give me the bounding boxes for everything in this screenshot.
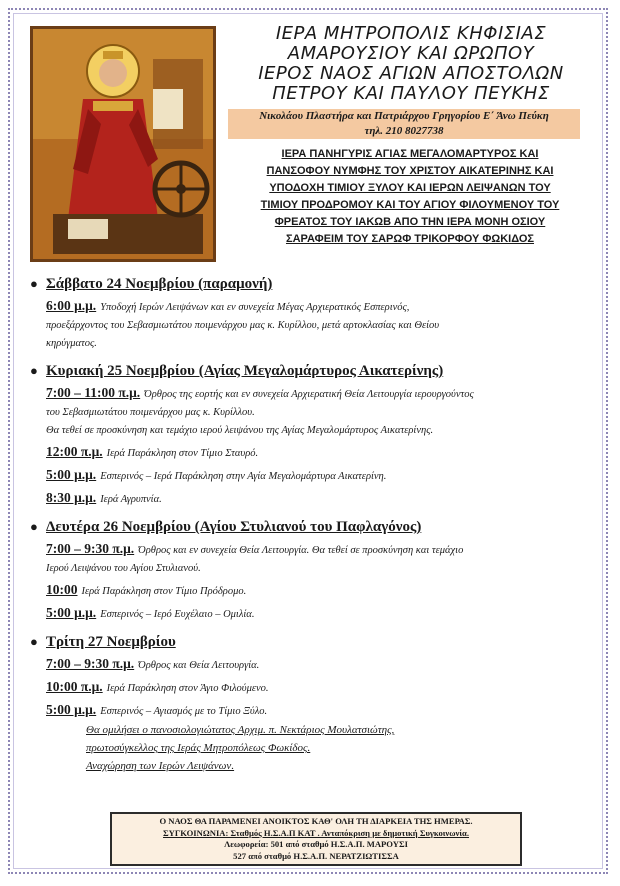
event-time: 5:00 μ.μ. <box>46 702 97 717</box>
day-heading <box>30 632 590 652</box>
event-item <box>46 701 590 721</box>
bullet-icon: ● <box>30 519 38 534</box>
bus-line: 527 από σταθμό Η.Σ.Α.Π. ΝΕΡΑΤΖΙΩΤΙΣΣΑ <box>233 850 399 861</box>
church-phone: τηλ. 210 8027738 <box>364 125 444 137</box>
address-box <box>228 109 580 139</box>
day-monday <box>30 517 590 624</box>
event-desc: Υποδοχή Ιερών Λειψάνων και εν συνεχεία Μέγας Αρχιερατικός Εσπερινός, <box>100 302 410 313</box>
event-item <box>46 466 590 486</box>
sermon-note: πρωτοσύγκελλος της Ιεράς Μητροπόλεως Φωκίδος. <box>86 742 311 754</box>
event-desc: προεξάρχοντος του Σεβασμιωτάτου ποιμενάρχου μας κ. Κυρίλλου, μετά αρτοκλασίας και Θείου <box>46 320 440 331</box>
feast-line: ΥΠΟΔΟΧΗ ΤΙΜΙΟΥ ΞΥΛΟΥ ΚΑΙ ΙΕΡΩΝ ΛΕΙΨΑΝΩΝ ΤΟΥ <box>269 182 551 194</box>
feast-line: ΣΑΡΑΦΕΙΜ ΤΟΥ ΣΑΡΩΦ ΤΡΙΚΟΡΦΟΥ ΦΩΚΙΔΟΣ <box>285 233 535 245</box>
event-time: 7:00 – 9:30 π.μ. <box>46 541 135 556</box>
event-continuation <box>46 335 590 353</box>
event-desc: Θα τεθεί σε προσκύνηση και τεμάχιο ιερού λειψάνου της Αγίας Μεγαλομάρτυρος Αικατερίνης. <box>46 425 434 436</box>
event-desc: Ιερού Λειψάνου του Αγίου Στυλιανού. <box>46 563 201 574</box>
event-item <box>46 489 590 509</box>
event-continuation <box>46 317 590 335</box>
saint-icon-image <box>30 26 216 262</box>
transport-line: ΣΥΓΚΟΙΝΩΝΙΑ: Σταθμός Η.Σ.Α.Π ΚΑΤ . Ανταπόκριση με δημοτική Συγκοινωνία. <box>163 827 469 838</box>
bullet-icon: ● <box>30 363 38 378</box>
saint-icon-drawing <box>33 29 213 259</box>
schedule <box>30 274 590 779</box>
transport-info-box <box>110 812 522 866</box>
relics-departure-note: Αναχώρηση των Ιερών Λειψάνων. <box>86 760 235 772</box>
event-desc: Ιερά Παράκληση στον Άγιο Φιλούμενο. <box>106 683 269 694</box>
event-time: 7:00 – 11:00 π.μ. <box>46 385 141 400</box>
bus-line: Λεωφορεία: 501 από σταθμό Η.Σ.Α.Π. ΜΑΡΟΥΣΙ <box>224 839 408 849</box>
feast-line: ΙΕΡΑ ΠΑΝΗΓΥΡΙΣ ΑΓΙΑΣ ΜΕΓΑΛΟΜΑΡΤΥΡΟΣ ΚΑΙ <box>281 148 539 160</box>
event-time: 7:00 – 9:30 π.μ. <box>46 656 135 671</box>
event-item <box>46 297 590 317</box>
event-desc: κηρύγματος. <box>46 338 97 349</box>
feast-line: ΠΑΝΣΟΦΟΥ ΝΥΜΦΗΣ ΤΟΥ ΧΡΙΣΤΟΥ ΑΙΚΑΤΕΡΙΝΗΣ ΚΑΙ <box>266 165 554 177</box>
event-item <box>46 581 590 601</box>
event-desc: Ιερά Παράκληση στον Τίμιο Πρόδρομο. <box>81 586 247 597</box>
event-item <box>46 540 590 560</box>
day-title: Κυριακή 25 Νοεμβρίου (Αγίας Μεγαλομάρτυρος Αικατερίνης) <box>46 363 444 379</box>
event-desc: Εσπερινός – Ιερό Ευχέλαιο – Ομιλία. <box>100 609 255 620</box>
event-desc: Όρθρος και εν συνεχεία Θεία Λειτουργία. Θα τεθεί σε προσκύνηση και τεμάχιο <box>138 545 464 556</box>
metropolis-title <box>226 24 596 104</box>
title-line: ΙΕΡΑ ΜΗΤΡΟΠΟΛΙΣ ΚΗΦΙΣΙΑΣ <box>275 23 547 44</box>
event-time: 12:00 π.μ. <box>46 444 103 459</box>
day-tuesday <box>30 632 590 775</box>
event-time: 10:00 <box>46 582 78 597</box>
title-line: ΑΜΑΡΟΥΣΙΟΥ ΚΑΙ ΩΡΩΠΟΥ <box>287 43 535 64</box>
day-title: Σάββατο 24 Νοεμβρίου (παραμονή) <box>46 276 273 292</box>
event-desc: Όρθρος της εορτής και εν συνεχεία Αρχιερατική Θεία Λειτουργία ιερουργούντος <box>144 389 474 400</box>
day-title: Δευτέρα 26 Νοεμβρίου (Αγίου Στυλιανού του Παφλαγόνος) <box>46 519 422 535</box>
event-item <box>46 384 590 404</box>
event-item <box>46 604 590 624</box>
church-address: Νικολάου Πλαστήρα και Πατριάρχου Γρηγορίου Ε΄ Άνω Πεύκη <box>259 110 549 122</box>
event-desc: Εσπερινός – Ιερά Παράκληση στην Αγία Μεγαλομάρτυρα Αικατερίνη. <box>100 471 387 482</box>
title-line: ΙΕΡΟΣ ΝΑΟΣ ΑΓΙΩΝ ΑΠΟΣΤΟΛΩΝ <box>258 63 564 84</box>
event-time: 6:00 μ.μ. <box>46 298 97 313</box>
day-sunday <box>30 361 590 509</box>
day-heading <box>30 517 590 537</box>
church-open-note: Ο ΝΑΟΣ ΘΑ ΠΑΡΑΜΕΝΕΙ ΑΝΟΙΚΤΟΣ ΚΑΘ' ΟΛΗ ΤΗ ΔΙΑΡΚΕΙΑ ΤΗΣ ΗΜΕΡΑΣ. <box>159 816 473 826</box>
bullet-icon: ● <box>30 634 38 649</box>
feast-line: ΦΡΕΑΤΟΣ ΤΟΥ ΙΑΚΩΒ ΑΠΟ ΤΗΝ ΙΕΡΑ ΜΟΝΗ ΟΣΙΟΥ <box>274 216 546 228</box>
event-desc: Ιερά Παράκληση στον Τίμιο Σταυρό. <box>106 448 259 459</box>
event-item <box>46 678 590 698</box>
feast-line: ΤΙΜΙΟΥ ΠΡΟΔΡΟΜΟΥ ΚΑΙ ΤΟΥ ΑΓΙΟΥ ΦΙΛΟΥΜΕΝΟΥ ΤΟΥ <box>260 199 560 211</box>
day-heading <box>30 361 590 381</box>
day-title: Τρίτη 27 Νοεμβρίου <box>46 634 176 650</box>
event-time: 5:00 μ.μ. <box>46 605 97 620</box>
day-heading <box>30 274 590 294</box>
event-continuation <box>46 422 590 440</box>
event-item <box>46 443 590 463</box>
title-line: ΠΕΤΡΟΥ ΚΑΙ ΠΑΥΛΟΥ ΠΕΥΚΗΣ <box>272 83 550 104</box>
event-time: 5:00 μ.μ. <box>46 467 97 482</box>
event-time: 8:30 μ.μ. <box>46 490 97 505</box>
feast-announcement <box>232 146 588 248</box>
event-desc: του Σεβασμιωτάτου ποιμενάρχου μας κ. Κυρίλλου. <box>46 407 255 418</box>
event-desc: Εσπερινός – Αγιασμός με το Τίμιο Ξύλο. <box>100 706 268 717</box>
event-time: 10:00 π.μ. <box>46 679 103 694</box>
bullet-icon: ● <box>30 276 38 291</box>
event-continuation <box>46 404 590 422</box>
event-desc: Ιερά Αγρυπνία. <box>100 494 162 505</box>
event-desc: Όρθρος και Θεία Λειτουργία. <box>138 660 260 671</box>
sermon-note: Θα ομιλήσει ο πανοσιολογιώτατος Αρχιμ. π. Νεκτάριος Μουλατσιώτης, <box>86 724 395 736</box>
day-saturday <box>30 274 590 353</box>
event-continuation <box>46 560 590 578</box>
event-item <box>46 655 590 675</box>
